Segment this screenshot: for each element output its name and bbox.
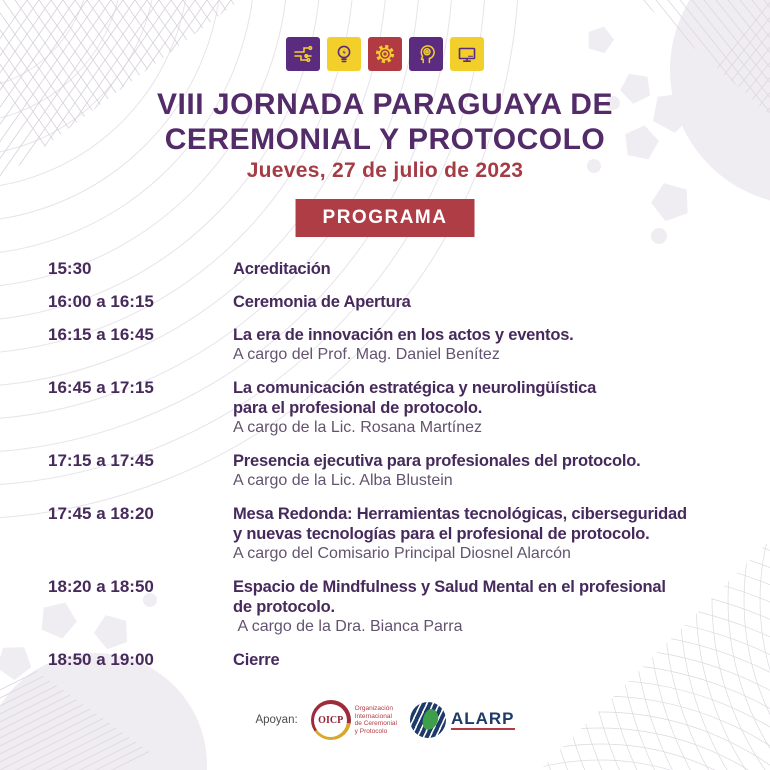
session-info [233, 577, 748, 637]
oicp-name [355, 705, 397, 735]
alarp-acronym: ALARP [450, 709, 515, 728]
session-title-line: de protocolo. [233, 598, 335, 616]
schedule-row [48, 259, 748, 279]
session-title-line: Mesa Redonda: Herramientas tecnológicas, ciberseguridad [233, 505, 687, 523]
time-slot: 18:20 a 18:50 [48, 577, 154, 596]
time-slot: 17:15 a 17:45 [48, 451, 154, 470]
schedule-row [48, 577, 748, 637]
session-title-line: La era de innovación en los actos y eventos. [233, 326, 574, 344]
session-title-line: Presencia ejecutiva para profesionales del protocolo. [233, 452, 641, 470]
session-speaker: A cargo del Prof. Mag. Daniel Benítez [233, 346, 500, 363]
time-slot: 18:50 a 19:00 [48, 650, 154, 669]
oicp-logo [311, 700, 397, 740]
oicp-ring-icon [311, 700, 351, 740]
head-target-icon [409, 37, 443, 71]
schedule-row [48, 325, 748, 365]
session-title-line: para el profesional de protocolo. [233, 399, 483, 417]
session-info [233, 504, 748, 564]
schedule-row [48, 650, 748, 670]
monitor-icon [450, 37, 484, 71]
session-title-line: Ceremonia de Apertura [233, 293, 411, 311]
schedule-row [48, 378, 748, 438]
lightbulb-bolt-icon [327, 37, 361, 71]
alarp-globe-icon [410, 702, 446, 738]
time-slot: 17:45 a 18:20 [48, 504, 154, 523]
session-speaker: A cargo de la Lic. Alba Blustein [233, 472, 453, 489]
session-title-line: Cierre [233, 651, 280, 669]
alarp-wordmark [451, 710, 515, 730]
time-slot: 16:45 a 17:15 [48, 378, 154, 397]
topic-icons [0, 37, 770, 71]
session-speaker: A cargo de la Lic. Rosana Martínez [233, 419, 483, 436]
session-title-line: La comunicación estratégica y neurolingüística [233, 379, 597, 397]
event-title [0, 87, 770, 157]
schedule-row [48, 451, 748, 491]
schedule-row [48, 292, 748, 312]
session-info [233, 378, 748, 438]
session-info [233, 292, 748, 312]
session-info [233, 650, 748, 670]
session-title-line: Acreditación [233, 260, 331, 278]
oicp-name-line: y Protocolo [354, 727, 388, 735]
schedule-row [48, 504, 748, 564]
oicp-acronym: OICP [314, 704, 347, 737]
time-slot: 16:00 a 16:15 [48, 292, 154, 311]
oicp-name-line: de Ceremonial [354, 720, 397, 727]
event-title-line2: CEREMONIAL Y PROTOCOLO [164, 123, 606, 156]
session-title-line: Espacio de Mindfulness y Salud Mental en el profesional [233, 578, 666, 596]
alarp-continent-shape [421, 708, 440, 732]
session-speaker: A cargo del Comisario Principal Diosnel Alarcón [233, 545, 571, 562]
session-info [233, 325, 748, 365]
sponsors-footer [0, 700, 770, 740]
time-slot: 15:30 [48, 259, 92, 278]
session-info [233, 259, 748, 279]
circuit-icon [286, 37, 320, 71]
event-title-line1: VIII JORNADA PARAGUAYA DE [157, 88, 613, 121]
alarp-logo [410, 702, 515, 738]
apoyan-label: Apoyan: [255, 714, 298, 726]
program-badge: PROGRAMA [296, 199, 475, 237]
event-date: Jueves, 27 de julio de 2023 [246, 159, 524, 182]
session-title-line: y nuevas tecnologías para el profesional de protocolo. [233, 525, 650, 543]
schedule-list [48, 259, 748, 683]
session-speaker: A cargo de la Dra. Bianca Parra [233, 618, 463, 635]
oicp-name-line: Internacional [354, 712, 392, 720]
alarp-underline [451, 728, 515, 730]
gear-icon [368, 37, 402, 71]
oicp-name-line: Organización [354, 705, 393, 712]
time-slot: 16:15 a 16:45 [48, 325, 154, 344]
session-info [233, 451, 748, 491]
